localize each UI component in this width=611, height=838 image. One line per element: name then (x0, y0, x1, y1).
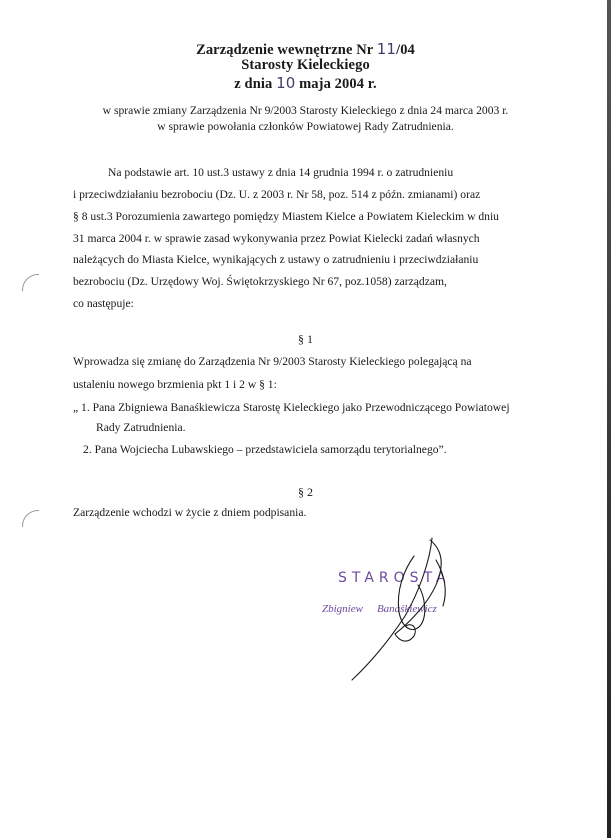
section-1-line: ustaleniu nowego brzmienia pkt 1 i 2 w § 1: (73, 378, 277, 391)
preamble-line: należących do Miasta Kielce, wynikających z ustawy o zatrudnieniu i przeciwdziałaniu (73, 253, 479, 266)
stamp-first-name: Zbigniew (322, 603, 363, 615)
section-1-line: Wprowadza się zmianę do Zarządzenia Nr 9/2003 Starosty Kieleckiego polegającą na (73, 355, 472, 368)
subject-line-2: w sprawie powołania członków Powiatowej Rady Zatrudnienia. (157, 120, 454, 133)
handwritten-number: 11 (376, 40, 397, 58)
stamp-title: STAROSTA (338, 570, 451, 586)
stamp-last-name: Banaśkiewicz (376, 603, 437, 615)
section-1-heading: § 1 (298, 332, 313, 346)
date-suffix: maja 2004 r. (299, 76, 377, 92)
preamble-line: co następuje: (73, 297, 134, 310)
subject-line-1: w sprawie zmiany Zarządzenia Nr 9/2003 Starosty Kieleckiego z dnia 24 marca 2003 r. (102, 104, 509, 117)
section-1-item-2: 2. Pana Wojciecha Lubawskiego – przedstawiciela samorządu terytorialnego”. (83, 443, 447, 456)
preamble-line: Na podstawie art. 10 ust.3 ustawy z dnia 14 grudnia 1994 r. o zatrudnieniu (108, 166, 454, 179)
preamble-line: i przeciwdziałaniu bezrobociu (Dz. U. z 2003 r. Nr 58, poz. 514 z późn. zmianami) oraz (73, 188, 481, 201)
date-prefix: z dnia (234, 76, 273, 92)
scan-edge (607, 0, 611, 838)
issuer-line: Starosty Kieleckiego (241, 57, 370, 73)
section-2-text: Zarządzenie wchodzi w życie z dniem podpisania. (73, 506, 307, 519)
preamble-line: § 8 ust.3 Porozumienia zawartego pomiędzy Miastem Kielce a Powiatem Kieleckim w dniu (73, 210, 499, 223)
section-2-heading: § 2 (298, 485, 313, 499)
title-prefix: Zarządzenie wewnętrzne Nr (196, 42, 374, 58)
handwritten-day: 10 (276, 74, 296, 92)
preamble-line: 31 marca 2004 r. w sprawie zasad wykonywania przez Powiat Kielecki zadań własnych (73, 232, 480, 245)
section-1-item-1: „ 1. Pana Zbigniewa Banaśkiewicza Starostę Kieleckiego jako Przewodniczącego Powiatowej (73, 401, 510, 414)
section-1-item-1-cont: Rady Zatrudnienia. (96, 421, 186, 434)
preamble-line: bezrobociu (Dz. Urzędowy Woj. Świętokrzyskiego Nr 67, poz.1058) zarządzam, (73, 275, 447, 288)
title-suffix: /04 (396, 42, 415, 58)
